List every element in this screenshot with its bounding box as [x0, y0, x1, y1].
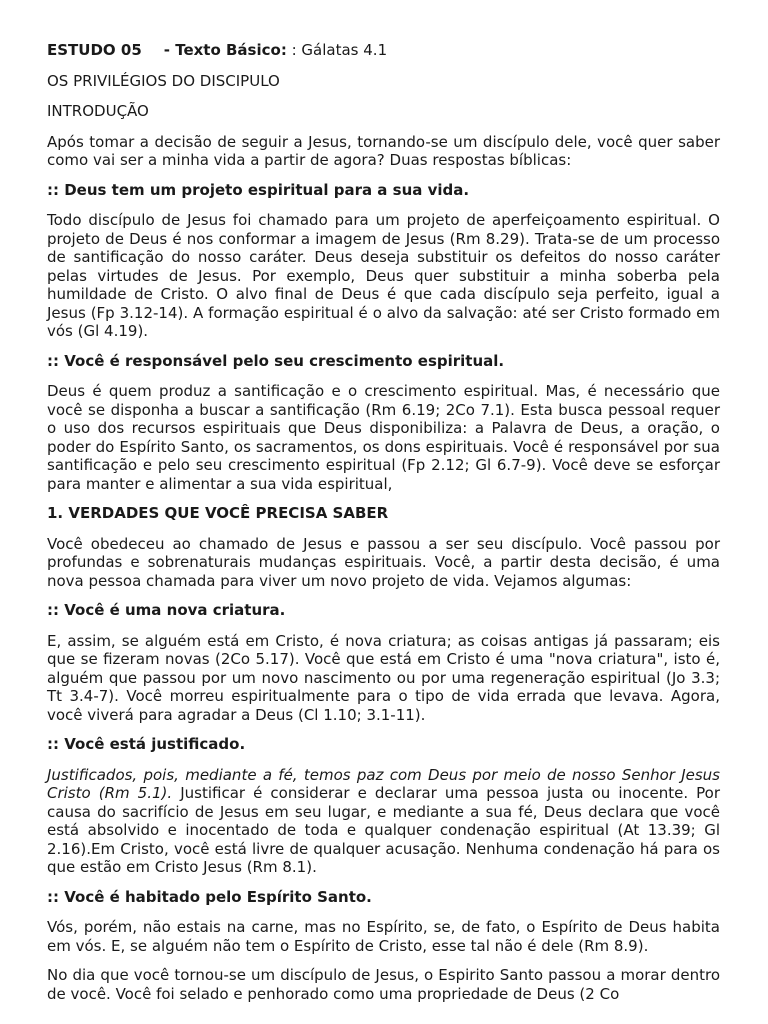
text-reference: : Gálatas 4.1 — [291, 41, 388, 59]
heading-responsavel: :: Você é responsável pelo seu crescimento espiritual. — [47, 351, 505, 370]
justificado-text: Justificar é considerar e declarar uma pessoa justa ou inocente. Por causa do sacrifício de Jesus em seu lugar, e mediante a sua fé, Deus declara que você está absolvido e inocentado de toda e qualquer condenação espiritual (At 13.39; Gl 2.16).Em Cristo, você está livre de qualquer acusação. Nenhuma condenação há para os que estão em Cristo Jesus (Rm 8.1). — [47, 784, 720, 876]
paragraph-espirito-santo-1: Vós, porém, não estais na carne, mas no Espírito, se, de fato, o Espírito de Deus habita em vós. E, se alguém não tem o Espírito de Cristo, esse tal não é dele (Rm 8.9). — [47, 918, 720, 955]
study-label: ESTUDO 05 — [47, 41, 142, 59]
paragraph-espirito-santo-2: No dia que você tornou-se um discípulo de Jesus, o Espirito Santo passou a morar dentro de você. Você foi selado e penhorado como uma propriedade de Deus (2 Co — [47, 966, 720, 1003]
study-title — [47, 41, 720, 60]
paragraph-justificado — [47, 766, 720, 877]
heading-justificado: :: Você está justificado. — [47, 735, 246, 753]
paragraph-verdades: Você obedeceu ao chamado de Jesus e passou a ser seu discípulo. Você passou por profundas e sobrenaturais mudanças espirituais. Você, a partir desta decisão, é uma nova pessoa chamada para viver um novo projeto de vida. Vejamos algumas: — [47, 534, 720, 590]
heading-verdades: 1. VERDADES QUE VOCÊ PRECISA SABER — [47, 504, 389, 522]
intro-paragraph: Após tomar a decisão de seguir a Jesus, tornando-se um discípulo dele, você quer saber como vai ser a minha vida a partir de agora? Duas respostas bíblicas: — [47, 132, 720, 169]
paragraph-projeto: Todo discípulo de Jesus foi chamado para um projeto de aperfeiçoamento espiritual. O projeto de Deus é nos conformar a imagem de Jesus (Rm 8.29). Trata-se de um processo de santificação do nosso caráter. Deus deseja substituir os defeitos do nosso caráter pelas virtudes de Jesus. Por exemplo, Deus quer substituir a minha soberba pela humildade de Cristo. O alvo final de Deus é que cada discípulo seja perfeito, igual a Jesus (Fp 3.12-14). A formação espiritual é o alvo da salvação: até ser Cristo formado em vós (Gl 4.19). — [47, 211, 720, 340]
heading-nova-criatura: :: Você é uma nova criatura. — [47, 601, 286, 619]
paragraph-responsavel: Deus é quem produz a santificação e o crescimento espiritual. Mas, é necessário que você se disponha a buscar a santificação (Rm 6.19; 2Co 7.1). Esta busca pessoal requer o uso dos recursos espirituais que Deus disponibiliza: a Palavra de Deus, a oração, o poder do Espírito Santo, os sacramentos, os dons espirituais. Você é responsável por sua santificação e pelo seu crescimento espiritual (Fp 2.12; Gl 6.7-9). Você deve se esforçar para manter e alimentar a sua vida espiritual, — [47, 382, 720, 493]
study-subtitle: OS PRIVILÉGIOS DO DISCIPULO — [47, 71, 280, 90]
text-label: - Texto Básico: — [163, 41, 287, 59]
justificado-quote: Justificados, pois, mediante a fé, temos paz com Deus por meio de nosso Senhor Jesus Cristo (Rm 5.1). — [47, 765, 720, 802]
heading-projeto: :: Deus tem um projeto espiritual para a sua vida. — [47, 180, 470, 199]
paragraph-nova-criatura: E, assim, se alguém está em Cristo, é nova criatura; as coisas antigas já passaram; eis que se fizeram novas (2Co 5.17). Você que está em Cristo é uma "nova criatura", isto é, alguém que passou por um novo nascimento ou por uma regeneração espiritual (Jo 3.3; Tt 3.4-7). Você morreu espiritualmente para o tipo de vida errada que levava. Agora, você viverá para agradar a Deus (Cl 1.10; 3.1-11). — [47, 631, 720, 724]
heading-espirito-santo: :: Você é habitado pelo Espírito Santo. — [47, 887, 372, 906]
intro-label: INTRODUÇÃO — [47, 102, 149, 120]
